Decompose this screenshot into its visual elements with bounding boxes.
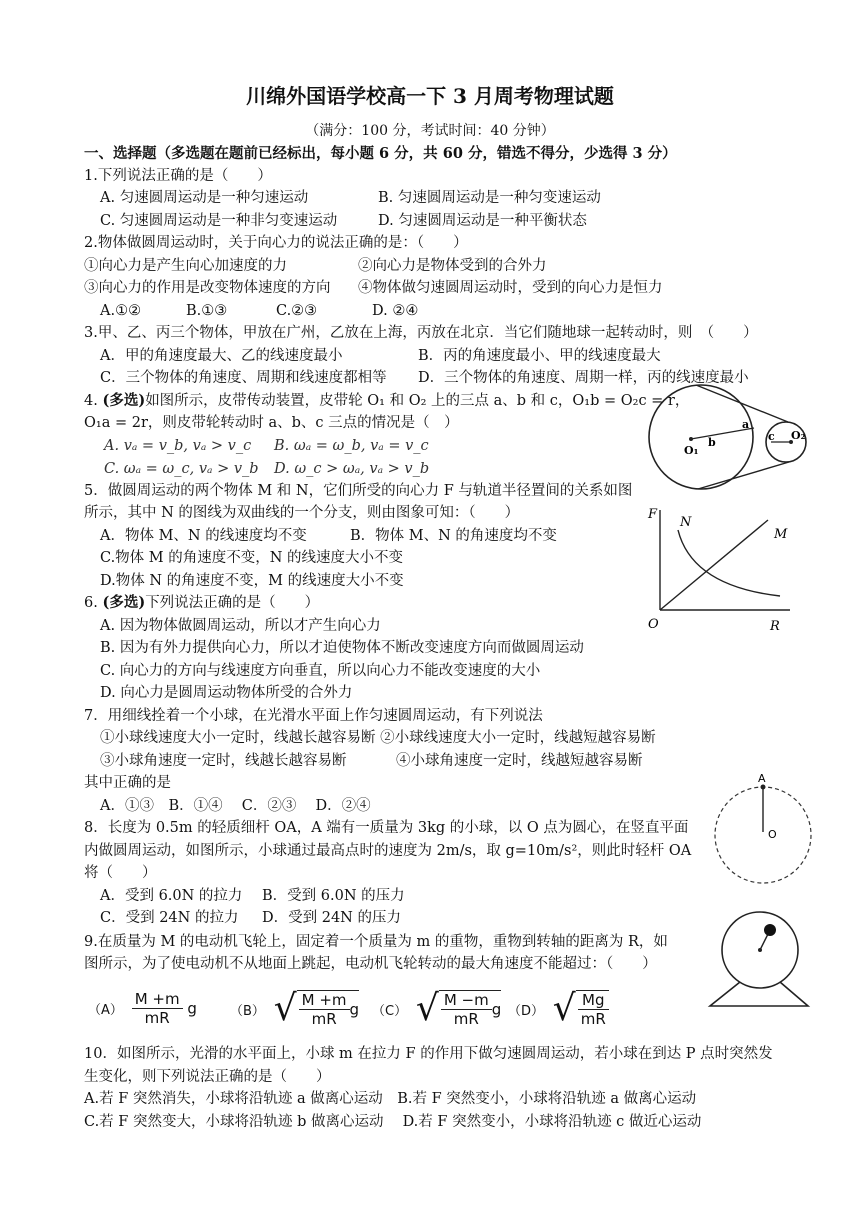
q9-option-b-label: （B） <box>230 1003 265 1019</box>
q8-label-o: O <box>768 828 777 841</box>
q6-option-d: D. 向心力是圆周运动物体所受的合外力 <box>100 685 353 701</box>
q4-label-o1: O₁ <box>684 444 699 457</box>
q4-label-a: a <box>742 418 750 431</box>
q8-option-a: A．受到 6.0N 的拉力 <box>100 888 243 904</box>
q3-option-b: B．丙的角速度最小、甲的线速度最大 <box>418 348 661 364</box>
q9-option-d <box>508 990 609 1028</box>
q9-option-c-radicand <box>439 990 501 1028</box>
q9-option-a-label: （A） <box>88 1003 123 1018</box>
q9-option-b <box>230 990 359 1028</box>
q9-option-c-radical: √ <box>415 988 439 1029</box>
q9-option-c-numerator: M −m <box>441 991 492 1010</box>
q4-number: 4. <box>84 393 103 409</box>
q1-option-a: A. 匀速圆周运动是一种匀速运动 <box>100 190 309 206</box>
q3-option-d: D．三个物体的角速度、周期一样，丙的线速度最小 <box>418 370 749 386</box>
section-heading: 一、选择题（多选题在题前已经标出，每小题 6 分，共 60 分，错选不得分，少选得 3 分） <box>84 145 677 162</box>
q6-stem-line <box>84 593 319 613</box>
q5-stem-line-2: 所示，其中 N 的图线为双曲线的一个分支，则由图象可知：（ ） <box>84 505 520 521</box>
q7-statements-1-2: ①小球线速度大小一定时，线越长越容易断 ②小球线速度大小一定时，线越短越容易断 <box>100 730 656 746</box>
q7-statement-4: ④小球角速度一定时，线越短越容易断 <box>396 753 643 769</box>
q2-statement-1: ①向心力是产生向心加速度的力 <box>84 258 287 274</box>
q4-option-b: B. ωₐ = ω_b, vₐ = v_c <box>274 438 429 454</box>
q9-option-a-g: g <box>187 999 197 1018</box>
q9-option-b-denominator: mR <box>311 1010 337 1028</box>
q9-option-a <box>88 990 197 1027</box>
q9-stem-line-2: 图所示，为了使电动机不从地面上跳起，电动机飞轮转动的最大角速度不能超过：（ ） <box>84 956 657 972</box>
q3-option-a: A．甲的角速度最大、乙的线速度最小 <box>100 348 343 364</box>
q5-label-f: F <box>648 507 658 522</box>
q4-option-c: C. ωₐ = ω_c, vₐ > v_b <box>104 461 259 477</box>
q9-option-d-radicand <box>576 990 609 1028</box>
q8-stem-line-2: 内做圆周运动，如图所示，小球通过最高点时的速度为 2m/s，取 g=10m/s²，则此时轻杆 OA <box>84 843 692 859</box>
q9-option-a-denominator: mR <box>144 1009 170 1027</box>
q9-option-c-denominator: mR <box>453 1010 479 1028</box>
q8-option-b: B．受到 6.0N 的压力 <box>262 888 405 904</box>
q2-option-c: C.②③ <box>276 303 318 319</box>
q4-label-o2: O₂ <box>791 429 806 442</box>
q3-stem: 3.甲、乙、丙三个物体，甲放在广州，乙放在上海，丙放在北京．当它们随地球一起转动时，则 （ ） <box>84 325 758 341</box>
q4-stem-line-2: O₁a = 2r，则皮带轮转动时 a、b、c 三点的情况是（ ） <box>84 415 459 431</box>
q10-stem-line-2: 生变化，则下列说法正确的是（ ） <box>84 1069 331 1085</box>
q5-stem-line-1: 5．做圆周运动的两个物体 M 和 N，它们所受的向心力 F 与轨道半径置间的关系如图 <box>84 483 633 499</box>
belt-pulley-figure <box>646 382 816 492</box>
exam-title: 川绵外国语学校高一下 3 月周考物理试题 <box>246 84 614 108</box>
q1-option-b: B. 匀速圆周运动是一种匀变速运动 <box>378 190 601 206</box>
q9-option-d-label: （D） <box>508 1003 545 1019</box>
q6-number: 6. <box>84 595 103 611</box>
q6-multi-tag: (多选) <box>102 594 146 611</box>
q7-stem: 7．用细线拴着一个小球，在光滑水平面上作匀速圆周运动，有下列说法 <box>84 708 543 724</box>
q6-stem-text: 下列说法正确的是（ ） <box>145 595 320 611</box>
q1-option-c: C. 匀速圆周运动是一种非匀变速运动 <box>100 213 338 229</box>
q1-option-d: D. 匀速圆周运动是一种平衡状态 <box>378 213 587 229</box>
q10-stem-line-1: 10．如图所示，光滑的水平面上，小球 m 在拉力 F 的作用下做匀速圆周运动，若小球在到达 P 点时突然发 <box>84 1046 773 1062</box>
exam-subtitle: （满分：100 分，考试时间：40 分钟） <box>305 123 555 139</box>
q10-options-a-b: A.若 F 突然消失，小球将沿轨迹 a 做离心运动 B.若 F 突然变小，小球将沿轨迹 a 做离心运动 <box>84 1091 697 1107</box>
q9-option-b-radicand <box>297 990 359 1028</box>
q5-option-d: D.物体 N 的角速度不变，M 的线速度大小不变 <box>100 573 404 589</box>
q8-option-c: C．受到 24N 的拉力 <box>100 910 239 926</box>
q2-statement-3: ③向心力的作用是改变物体速度的方向 <box>84 280 331 296</box>
q5-label-o: O <box>648 617 659 632</box>
q9-option-d-numerator: Mg <box>578 991 609 1010</box>
q5-label-r: R <box>770 619 780 634</box>
q7-ask: 其中正确的是 <box>84 775 171 791</box>
q9-option-c <box>372 990 501 1028</box>
motor-flywheel-figure <box>700 908 816 1012</box>
q10-options-c-d: C.若 F 突然变大，小球将沿轨迹 b 做离心运动 D.若 F 突然变小，小球将沿轨迹 c 做近心运动 <box>84 1114 702 1130</box>
q9-stem-line-1: 9.在质量为 M 的电动机飞轮上，固定着一个质量为 m 的重物，重物到转轴的距离为 R，如 <box>84 934 668 950</box>
q5-option-a: A．物体 M、N 的线速度均不变 <box>100 528 307 544</box>
q5-option-b: B．物体 M、N 的角速度均不变 <box>350 528 557 544</box>
q9-option-b-radical: √ <box>273 988 297 1029</box>
q1-stem: 1.下列说法正确的是（ ） <box>84 168 272 184</box>
q9-option-c-label: （C） <box>372 1003 408 1019</box>
q8-stem-line-1: 8．长度为 0.5m 的轻质细杆 OA，A 端有一质量为 3kg 的小球，以 O 点为圆心，在竖直平面 <box>84 820 689 836</box>
q8-stem-line-3: 将（ ） <box>84 865 157 881</box>
q5-label-m: M <box>774 527 788 542</box>
q2-option-d: D. ②④ <box>372 303 419 319</box>
q9-option-d-denominator: mR <box>580 1010 606 1028</box>
q3-option-c: C．三个物体的角速度、周期和线速度都相等 <box>100 370 387 386</box>
q6-option-b: B. 因为有外力提供向心力，所以才迫使物体不断改变速度方向而做圆周运动 <box>100 640 584 656</box>
q2-statement-2: ②向心力是物体受到的合外力 <box>358 258 547 274</box>
q2-statement-4: ④物体做匀速圆周运动时，受到的向心力是恒力 <box>358 280 663 296</box>
q9-option-b-numerator: M +m <box>299 991 350 1010</box>
q4-label-b: b <box>708 436 716 449</box>
q4-option-d: D. ω_c > ωₐ, vₐ > v_b <box>274 461 430 477</box>
q4-stem-line-1 <box>84 391 689 411</box>
q2-stem: 2.物体做圆周运动时，关于向心力的说法正确的是：（ ） <box>84 235 468 251</box>
q7-options: A．①③ B．①④ C．②③ D．②④ <box>100 798 371 814</box>
q4-stem-text: 如图所示，皮带传动装置，皮带轮 O₁ 和 O₂ 上的三点 a、b 和 c，O₁b = O₂c = r， <box>145 393 690 409</box>
q8-label-a: A <box>758 772 766 785</box>
q5-option-c: C.物体 M 的角速度不变，N 的线速度大小不变 <box>100 550 404 566</box>
q9-option-b-g: g <box>349 1000 360 1019</box>
q9-option-a-fraction <box>132 990 183 1027</box>
q2-option-b: B.①③ <box>186 303 228 319</box>
q9-option-d-radical: √ <box>552 988 576 1029</box>
q6-option-a: A. 因为物体做圆周运动，所以才产生向心力 <box>100 618 381 634</box>
q8-option-d: D．受到 24N 的压力 <box>262 910 401 926</box>
q2-option-a: A.①② <box>100 303 142 319</box>
q7-statement-3: ③小球角速度一定时，线越长越容易断 <box>100 753 347 769</box>
q4-multi-tag: (多选) <box>102 392 146 409</box>
q4-label-c: c <box>768 430 775 443</box>
force-radius-graph <box>640 500 800 640</box>
q5-label-n: N <box>680 515 692 530</box>
q9-option-a-numerator: M +m <box>132 990 183 1009</box>
q6-option-c: C. 向心力的方向与线速度方向垂直，所以向心力不能改变速度的大小 <box>100 663 541 679</box>
q9-option-c-g: g <box>491 1000 502 1019</box>
q4-option-a: A. vₐ = v_b, vₐ > v_c <box>104 438 252 454</box>
rod-circle-figure <box>708 772 818 892</box>
